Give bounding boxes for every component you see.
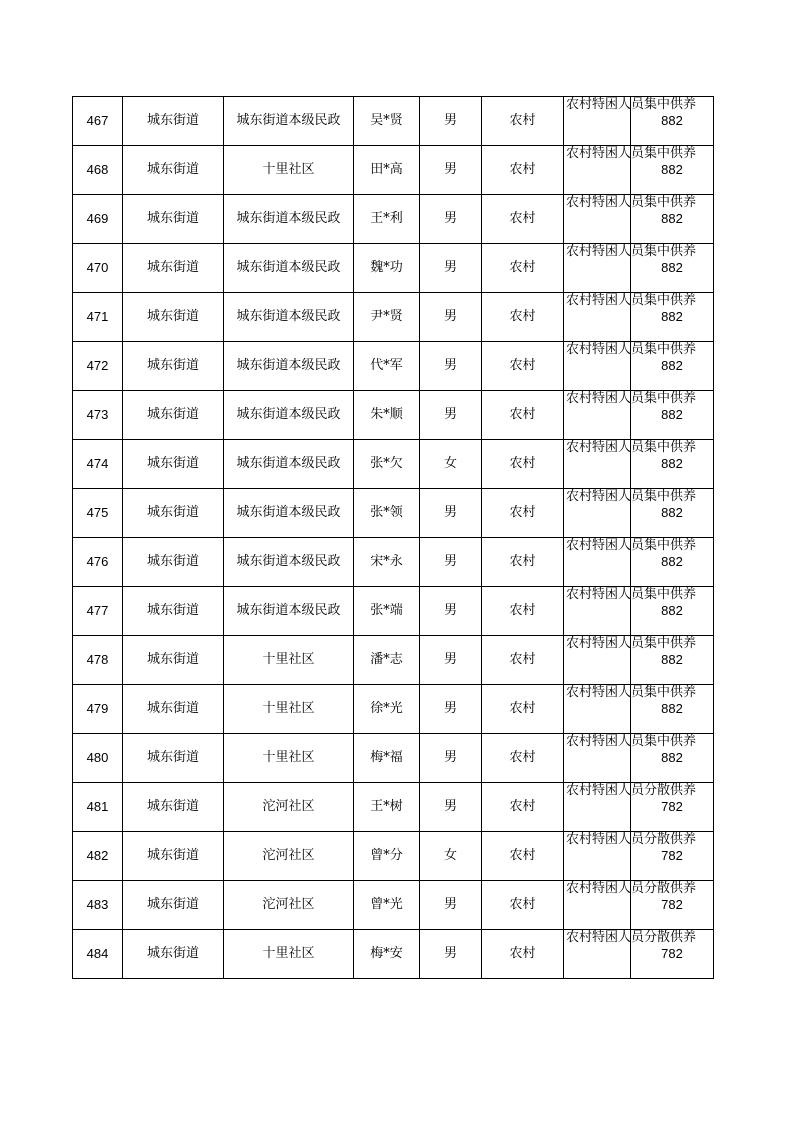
table-row (73, 440, 714, 489)
amount-cell: 882 (631, 195, 714, 244)
area-cell: 农村 (482, 538, 564, 587)
amount-cell: 882 (631, 636, 714, 685)
category-text: 农村特困人员集中供养 (566, 734, 697, 749)
gender-cell: 男 (420, 244, 482, 293)
gender-cell: 男 (420, 734, 482, 783)
unit-cell: 城东街道本级民政 (224, 587, 354, 636)
area-cell: 农村 (482, 734, 564, 783)
gender-cell: 女 (420, 440, 482, 489)
category-text: 农村特困人员集中供养 (566, 244, 697, 259)
person-name-cell: 魏*功 (354, 244, 420, 293)
street-cell: 城东街道 (123, 881, 224, 930)
gender-cell: 男 (420, 587, 482, 636)
unit-cell: 城东街道本级民政 (224, 244, 354, 293)
table-row (73, 636, 714, 685)
gender-cell: 男 (420, 342, 482, 391)
gender-cell: 男 (420, 97, 482, 146)
amount-cell: 882 (631, 587, 714, 636)
person-name-cell: 尹*贤 (354, 293, 420, 342)
category-text: 农村特困人员集中供养 (566, 538, 697, 553)
street-cell: 城东街道 (123, 783, 224, 832)
row-number: 480 (73, 734, 123, 783)
area-cell: 农村 (482, 146, 564, 195)
row-number: 467 (73, 97, 123, 146)
category-text: 农村特困人员分散供养 (566, 783, 697, 798)
unit-cell: 城东街道本级民政 (224, 538, 354, 587)
street-cell: 城东街道 (123, 489, 224, 538)
gender-cell: 男 (420, 195, 482, 244)
category-text: 农村特困人员集中供养 (566, 391, 697, 406)
table-row (73, 293, 714, 342)
gender-cell: 男 (420, 783, 482, 832)
table-row (73, 538, 714, 587)
category-text: 农村特困人员集中供养 (566, 636, 697, 651)
street-cell: 城东街道 (123, 342, 224, 391)
category-text: 农村特困人员集中供养 (566, 195, 697, 210)
row-number: 482 (73, 832, 123, 881)
street-cell: 城东街道 (123, 195, 224, 244)
row-number: 475 (73, 489, 123, 538)
row-number: 468 (73, 146, 123, 195)
amount-cell: 882 (631, 342, 714, 391)
amount-cell: 882 (631, 244, 714, 293)
street-cell: 城东街道 (123, 636, 224, 685)
gender-cell: 男 (420, 489, 482, 538)
gender-cell: 男 (420, 391, 482, 440)
person-name-cell: 王*树 (354, 783, 420, 832)
area-cell: 农村 (482, 97, 564, 146)
table-row (73, 930, 714, 979)
amount-cell: 782 (631, 832, 714, 881)
row-number: 469 (73, 195, 123, 244)
street-cell: 城东街道 (123, 391, 224, 440)
area-cell: 农村 (482, 783, 564, 832)
table-row (73, 195, 714, 244)
street-cell: 城东街道 (123, 97, 224, 146)
street-cell: 城东街道 (123, 734, 224, 783)
unit-cell: 城东街道本级民政 (224, 440, 354, 489)
category-text: 农村特困人员集中供养 (566, 293, 697, 308)
area-cell: 农村 (482, 342, 564, 391)
row-number: 470 (73, 244, 123, 293)
person-name-cell: 王*利 (354, 195, 420, 244)
unit-cell: 沱河社区 (224, 832, 354, 881)
row-number: 473 (73, 391, 123, 440)
area-cell: 农村 (482, 881, 564, 930)
table-row (73, 146, 714, 195)
person-name-cell: 曾*分 (354, 832, 420, 881)
gender-cell: 男 (420, 538, 482, 587)
street-cell: 城东街道 (123, 146, 224, 195)
table-row (73, 391, 714, 440)
gender-cell: 男 (420, 293, 482, 342)
table-row (73, 832, 714, 881)
person-name-cell: 潘*志 (354, 636, 420, 685)
category-text: 农村特困人员集中供养 (566, 587, 697, 602)
category-text: 农村特困人员分散供养 (566, 930, 697, 945)
unit-cell: 城东街道本级民政 (224, 97, 354, 146)
street-cell: 城东街道 (123, 538, 224, 587)
amount-cell: 782 (631, 783, 714, 832)
person-name-cell: 曾*光 (354, 881, 420, 930)
person-name-cell: 徐*光 (354, 685, 420, 734)
area-cell: 农村 (482, 685, 564, 734)
gender-cell: 男 (420, 930, 482, 979)
unit-cell: 十里社区 (224, 734, 354, 783)
table-row (73, 685, 714, 734)
area-cell: 农村 (482, 832, 564, 881)
area-cell: 农村 (482, 391, 564, 440)
area-cell: 农村 (482, 440, 564, 489)
area-cell: 农村 (482, 244, 564, 293)
street-cell: 城东街道 (123, 930, 224, 979)
person-name-cell: 张*领 (354, 489, 420, 538)
category-text: 农村特困人员分散供养 (566, 881, 697, 896)
table-row (73, 783, 714, 832)
area-cell: 农村 (482, 489, 564, 538)
row-number: 481 (73, 783, 123, 832)
row-number: 471 (73, 293, 123, 342)
area-cell: 农村 (482, 195, 564, 244)
unit-cell: 十里社区 (224, 930, 354, 979)
row-number: 478 (73, 636, 123, 685)
person-name-cell: 代*军 (354, 342, 420, 391)
unit-cell: 十里社区 (224, 685, 354, 734)
row-number: 484 (73, 930, 123, 979)
row-number: 476 (73, 538, 123, 587)
table-row (73, 97, 714, 146)
table-row (73, 244, 714, 293)
person-name-cell: 朱*顺 (354, 391, 420, 440)
area-cell: 农村 (482, 636, 564, 685)
row-number: 477 (73, 587, 123, 636)
category-text: 农村特困人员集中供养 (566, 440, 697, 455)
unit-cell: 十里社区 (224, 146, 354, 195)
amount-cell: 882 (631, 685, 714, 734)
unit-cell: 城东街道本级民政 (224, 293, 354, 342)
table-row (73, 489, 714, 538)
category-text: 农村特困人员集中供养 (566, 146, 697, 161)
row-number: 474 (73, 440, 123, 489)
person-name-cell: 梅*安 (354, 930, 420, 979)
category-text: 农村特困人员集中供养 (566, 342, 697, 357)
amount-cell: 882 (631, 734, 714, 783)
unit-cell: 沱河社区 (224, 783, 354, 832)
street-cell: 城东街道 (123, 440, 224, 489)
row-number: 472 (73, 342, 123, 391)
street-cell: 城东街道 (123, 244, 224, 293)
unit-cell: 沱河社区 (224, 881, 354, 930)
person-name-cell: 张*欠 (354, 440, 420, 489)
table-row (73, 734, 714, 783)
person-name-cell: 田*高 (354, 146, 420, 195)
person-name-cell: 张*端 (354, 587, 420, 636)
street-cell: 城东街道 (123, 587, 224, 636)
row-number: 479 (73, 685, 123, 734)
person-name-cell: 吴*贤 (354, 97, 420, 146)
table-row (73, 342, 714, 391)
category-text: 农村特困人员集中供养 (566, 685, 697, 700)
amount-cell: 882 (631, 97, 714, 146)
table-body (73, 97, 714, 979)
street-cell: 城东街道 (123, 832, 224, 881)
amount-cell: 882 (631, 489, 714, 538)
category-text: 农村特困人员分散供养 (566, 832, 697, 847)
gender-cell: 男 (420, 146, 482, 195)
person-name-cell: 梅*福 (354, 734, 420, 783)
amount-cell: 882 (631, 293, 714, 342)
gender-cell: 男 (420, 881, 482, 930)
area-cell: 农村 (482, 930, 564, 979)
unit-cell: 城东街道本级民政 (224, 489, 354, 538)
table-row (73, 881, 714, 930)
unit-cell: 城东街道本级民政 (224, 342, 354, 391)
amount-cell: 782 (631, 881, 714, 930)
unit-cell: 城东街道本级民政 (224, 391, 354, 440)
amount-cell: 882 (631, 440, 714, 489)
gender-cell: 男 (420, 685, 482, 734)
gender-cell: 女 (420, 832, 482, 881)
person-name-cell: 宋*永 (354, 538, 420, 587)
table-row (73, 587, 714, 636)
area-cell: 农村 (482, 587, 564, 636)
unit-cell: 十里社区 (224, 636, 354, 685)
amount-cell: 882 (631, 146, 714, 195)
amount-cell: 882 (631, 391, 714, 440)
amount-cell: 782 (631, 930, 714, 979)
row-number: 483 (73, 881, 123, 930)
category-text: 农村特困人员集中供养 (566, 489, 697, 504)
street-cell: 城东街道 (123, 685, 224, 734)
category-text: 农村特困人员集中供养 (566, 97, 697, 112)
street-cell: 城东街道 (123, 293, 224, 342)
area-cell: 农村 (482, 293, 564, 342)
unit-cell: 城东街道本级民政 (224, 195, 354, 244)
amount-cell: 882 (631, 538, 714, 587)
beneficiary-table (72, 96, 714, 979)
gender-cell: 男 (420, 636, 482, 685)
